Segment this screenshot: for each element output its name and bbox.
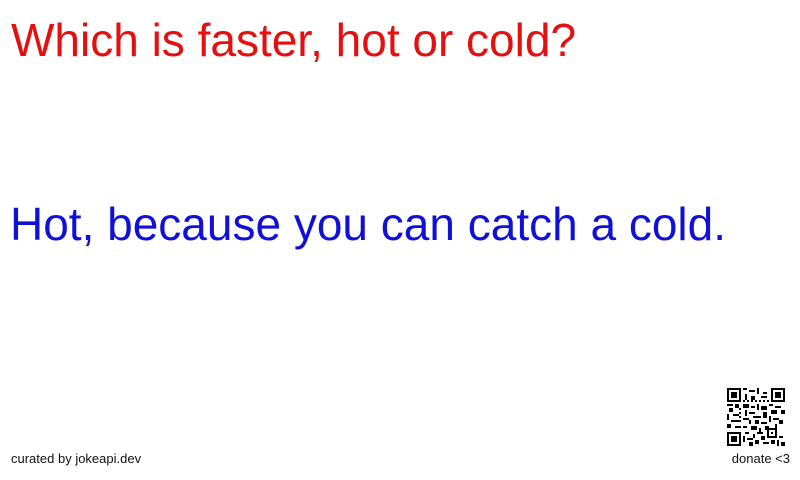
joke-punchline: Hot, because you can catch a cold. xyxy=(10,198,726,250)
credit-label: curated by jokeapi.dev xyxy=(11,451,142,466)
qr-code-icon[interactable] xyxy=(727,388,785,446)
joke-setup: Which is faster, hot or cold? xyxy=(11,14,577,66)
donate-label[interactable]: donate <3 xyxy=(731,451,790,466)
